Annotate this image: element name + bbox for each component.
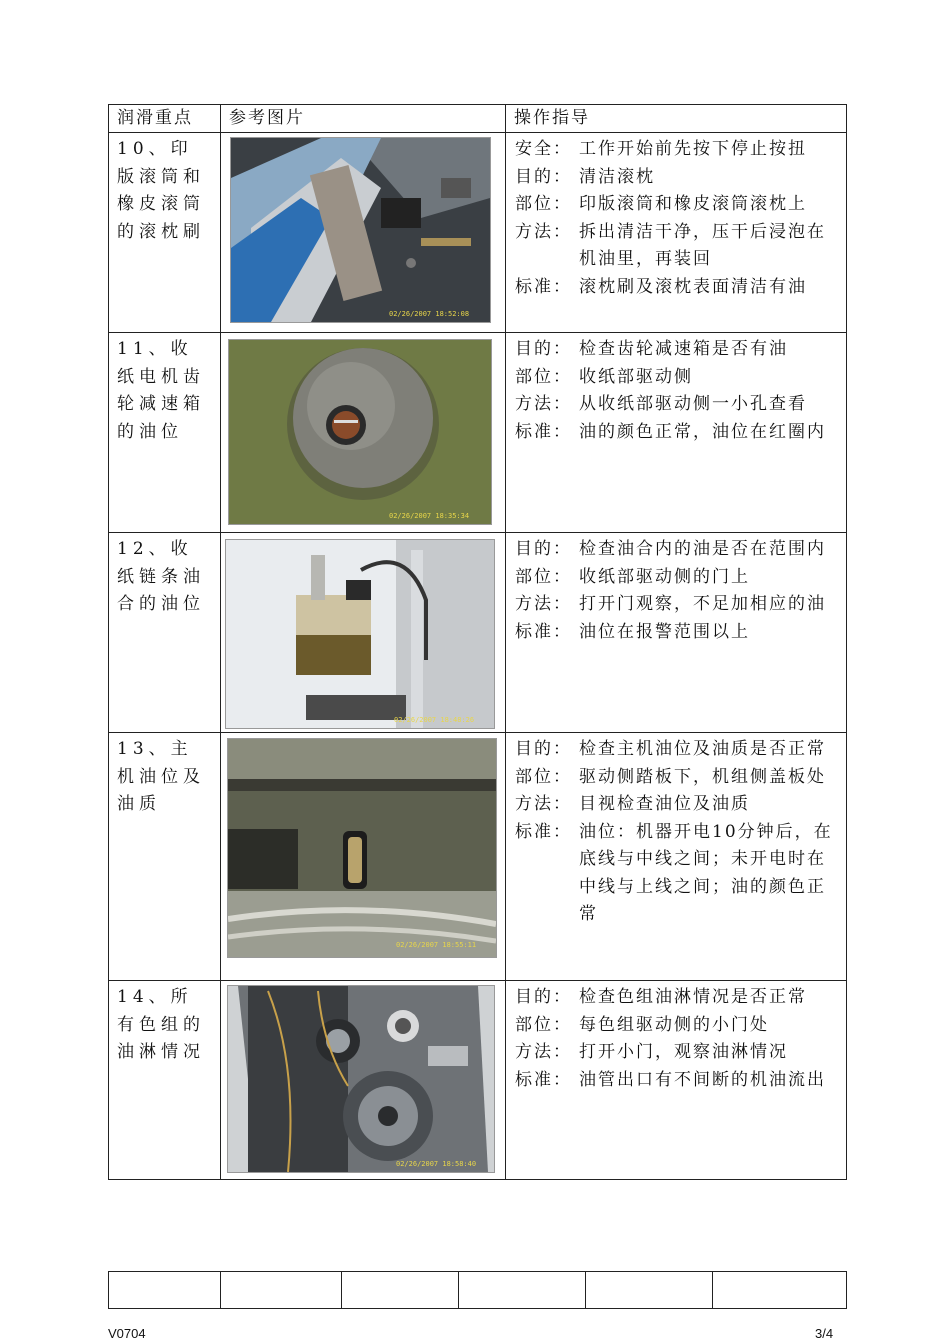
guide-line: 目的： 检查油合内的油是否在范围内 bbox=[515, 539, 826, 559]
page-number: 3/4 bbox=[815, 1326, 834, 1341]
signature-row bbox=[109, 1272, 847, 1309]
guide-line: 标准： 滚枕刷及滚枕表面清洁有油 bbox=[515, 276, 807, 297]
photo-cell bbox=[221, 981, 506, 1180]
guide-line: 方法： 拆出清洁干净，压干后浸泡在机油里，再装回 bbox=[515, 221, 826, 269]
guide-cell bbox=[506, 133, 847, 333]
oil-reservoir-photo bbox=[225, 539, 495, 729]
signature-cell bbox=[221, 1272, 342, 1309]
photo-cell bbox=[221, 533, 506, 733]
lubrication-point: 11、收纸电机齿轮减速箱的油位 bbox=[109, 333, 221, 533]
guide-line: 部位： 每色组驱动侧的小门处 bbox=[515, 1014, 769, 1035]
guide-line: 方法： 从收纸部驱动侧一小孔查看 bbox=[515, 394, 807, 414]
signature-cell bbox=[459, 1272, 586, 1309]
photo-timestamp: 02/26/2007 18:58:40 bbox=[396, 1160, 477, 1168]
guide-line: 目的： 清洁滚枕 bbox=[515, 166, 655, 187]
guide-line: 标准： 油管出口有不间断的机油流出 bbox=[515, 1069, 826, 1090]
table-row bbox=[109, 133, 847, 333]
photo-timestamp: 02/26/2007 18:35:34 bbox=[389, 512, 470, 520]
guide-cell bbox=[506, 981, 847, 1180]
table-row bbox=[109, 733, 847, 981]
guide-line: 部位： 驱动侧踏板下，机组侧盖板处 bbox=[515, 766, 826, 787]
guide-cell bbox=[506, 533, 847, 733]
guide-line: 标准： 油的颜色正常，油位在红圈内 bbox=[515, 421, 826, 442]
signature-table bbox=[108, 1271, 847, 1309]
guide-line: 方法： 打开小门，观察油淋情况 bbox=[515, 1042, 788, 1062]
table-header-row bbox=[109, 105, 847, 133]
photo-timestamp: 02/26/2007 18:52:08 bbox=[389, 310, 470, 318]
signature-cell bbox=[342, 1272, 459, 1309]
document-number: V0704 bbox=[108, 1326, 146, 1341]
guide-line: 部位： 收纸部驱动侧的门上 bbox=[515, 566, 750, 587]
photo-cell bbox=[221, 133, 506, 333]
table-row bbox=[109, 981, 847, 1180]
guide-line: 部位： 印版滚筒和橡皮滚筒滚枕上 bbox=[515, 194, 807, 214]
table-row bbox=[109, 533, 847, 733]
guide-line: 目的： 检查主机油位及油质是否正常 bbox=[515, 739, 826, 759]
guide-cell bbox=[506, 333, 847, 533]
guide-line: 方法： 打开门观察，不足加相应的油 bbox=[515, 594, 826, 614]
guide-line: 标准： 油位在报警范围以上 bbox=[515, 621, 750, 642]
roller-photo bbox=[230, 137, 491, 323]
gearbox-sight-glass-photo bbox=[228, 339, 492, 525]
guide-line: 目的： 检查色组油淋情况是否正常 bbox=[515, 987, 807, 1007]
photo-timestamp: 02/26/2007 18:48:26 bbox=[394, 716, 475, 724]
table-row bbox=[109, 333, 847, 533]
guide-line: 方法： 目视检查油位及油质 bbox=[515, 794, 750, 814]
lubrication-point: 14、所有色组的油淋情况 bbox=[109, 981, 221, 1180]
guide-line: 目的： 检查齿轮减速箱是否有油 bbox=[515, 339, 788, 359]
signature-cell bbox=[586, 1272, 713, 1309]
lubrication-table bbox=[108, 104, 847, 1180]
signature-cell bbox=[713, 1272, 847, 1309]
guide-line: 部位： 收纸部驱动侧 bbox=[515, 366, 693, 387]
header-photo: 参考图片 bbox=[221, 105, 506, 133]
lubrication-point: 12、收纸链条油合的油位 bbox=[109, 533, 221, 733]
main-oil-gauge-photo bbox=[227, 738, 497, 958]
guide-cell bbox=[506, 733, 847, 981]
lubrication-point: 13、主机油位及油质 bbox=[109, 733, 221, 981]
photo-cell bbox=[221, 733, 506, 981]
gear-train-photo bbox=[227, 985, 495, 1173]
header-guide: 操作指导 bbox=[506, 105, 847, 133]
photo-timestamp: 02/26/2007 18:55:11 bbox=[396, 941, 477, 949]
signature-cell bbox=[109, 1272, 221, 1309]
header-point: 润滑重点 bbox=[109, 105, 221, 133]
guide-line: 标准： 油位：机器开电10分钟后，在底线与中线之间；未开电时在中线与上线之间；油的颜色正常 bbox=[515, 821, 833, 924]
guide-line: 安全： 工作开始前先按下停止按扭 bbox=[515, 139, 807, 159]
photo-cell bbox=[221, 333, 506, 533]
lubrication-point: 10、印版滚筒和橡皮滚筒的滚枕刷 bbox=[109, 133, 221, 333]
